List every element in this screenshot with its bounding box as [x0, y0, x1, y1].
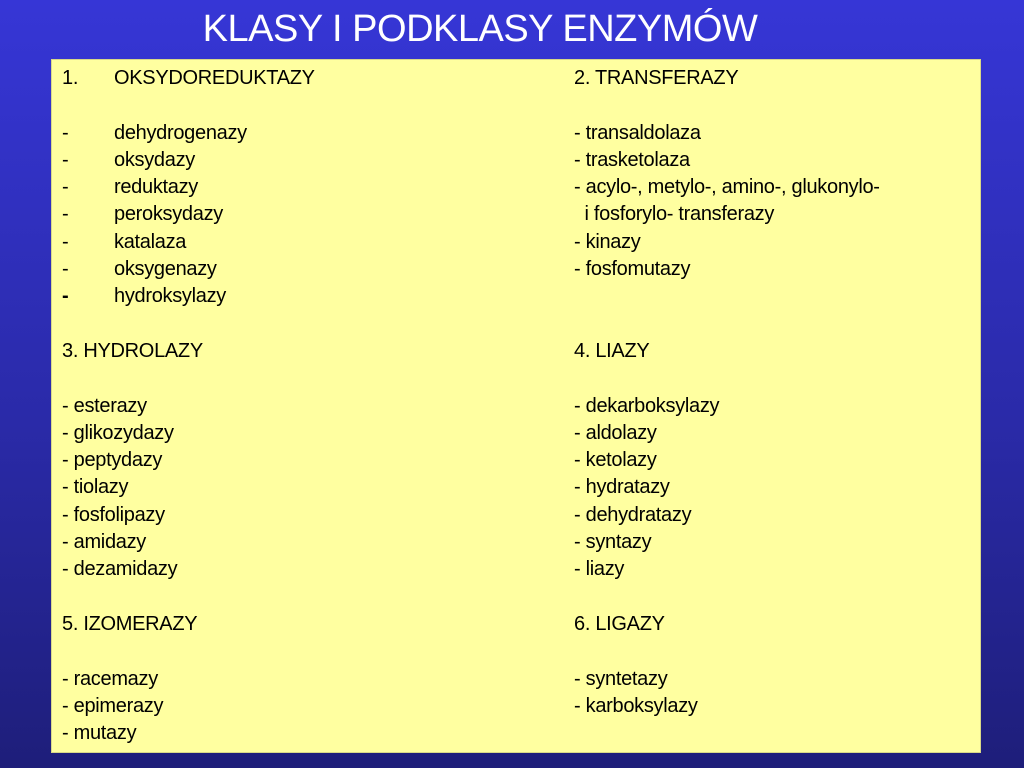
list-item: - peptydazy	[62, 449, 163, 472]
section-heading-liazy: 4. LIAZY	[574, 339, 650, 362]
right-column	[574, 65, 979, 720]
spacer	[62, 638, 562, 665]
list-item	[62, 256, 562, 283]
list-item: - trasketolaza	[574, 148, 690, 171]
spacer	[574, 584, 979, 611]
list-item: - hydratazy	[574, 476, 670, 499]
list-item	[62, 147, 562, 174]
section-heading-hydrolazy: 3. HYDROLAZY	[62, 339, 203, 362]
spacer	[62, 365, 562, 392]
list-item: - dekarboksylazy	[574, 394, 720, 417]
spacer	[574, 283, 979, 310]
spacer	[574, 311, 979, 338]
bullet-dash: -	[62, 230, 69, 253]
bullet-dash: -	[62, 285, 69, 308]
list-item	[62, 201, 562, 228]
bullet-dash: -	[62, 148, 69, 171]
list-item	[62, 120, 562, 147]
list-item: - transaldolaza	[574, 121, 701, 144]
left-column	[62, 65, 562, 747]
list-item: - glikozydazy	[62, 421, 174, 444]
item-label: peroksydazy	[114, 203, 223, 226]
slide-title: KLASY I PODKLASY ENZYMÓW	[202, 8, 758, 50]
list-item: - racemazy	[62, 667, 158, 690]
list-item: - tiolazy	[62, 476, 129, 499]
list-item: - dezamidazy	[62, 558, 178, 581]
item-label: hydroksylazy	[114, 285, 226, 308]
section-heading-oksydoreduktazy	[62, 65, 562, 92]
bullet-dash: -	[62, 121, 69, 144]
spacer	[62, 584, 562, 611]
list-item: - esterazy	[62, 394, 147, 417]
spacer	[574, 92, 979, 119]
list-item: - epimerazy	[62, 694, 164, 717]
item-label: katalaza	[114, 230, 187, 253]
bullet-dash: -	[62, 258, 69, 281]
spacer	[574, 638, 979, 665]
list-item	[62, 283, 562, 310]
section-number: 1.	[62, 67, 79, 89]
list-item: - syntazy	[574, 531, 652, 554]
spacer	[574, 365, 979, 392]
list-item	[62, 174, 562, 201]
list-item: - syntetazy	[574, 667, 668, 690]
item-label: oksydazy	[114, 148, 195, 171]
list-item: - kinazy	[574, 230, 641, 253]
spacer	[62, 311, 562, 338]
item-label: dehydrogenazy	[114, 121, 247, 144]
list-item: - acylo-, metylo-, amino-, glukonylo-	[574, 176, 880, 199]
item-label: reduktazy	[114, 176, 199, 199]
section-title: OKSYDOREDUKTAZY	[114, 67, 315, 89]
list-item: - liazy	[574, 558, 625, 581]
bullet-dash: -	[62, 203, 69, 226]
item-label: oksygenazy	[114, 258, 217, 281]
content-box	[51, 59, 981, 753]
section-heading-transferazy: 2. TRANSFERAZY	[574, 67, 739, 89]
list-item: - fosfolipazy	[62, 503, 165, 526]
list-item: - fosfomutazy	[574, 258, 691, 281]
section-heading-ligazy: 6. LIGAZY	[574, 612, 665, 635]
list-item	[62, 229, 562, 256]
section-heading-izomerazy: 5. IZOMERAZY	[62, 612, 198, 635]
spacer	[62, 92, 562, 119]
bullet-dash: -	[62, 176, 69, 199]
list-item: - ketolazy	[574, 449, 657, 472]
list-item: - dehydratazy	[574, 503, 692, 526]
list-item: - karboksylazy	[574, 694, 698, 717]
list-item: - amidazy	[62, 531, 146, 554]
list-item-continuation: i fosforylo- transferazy	[574, 203, 775, 226]
list-item: - mutazy	[62, 722, 137, 745]
list-item: - aldolazy	[574, 421, 657, 444]
